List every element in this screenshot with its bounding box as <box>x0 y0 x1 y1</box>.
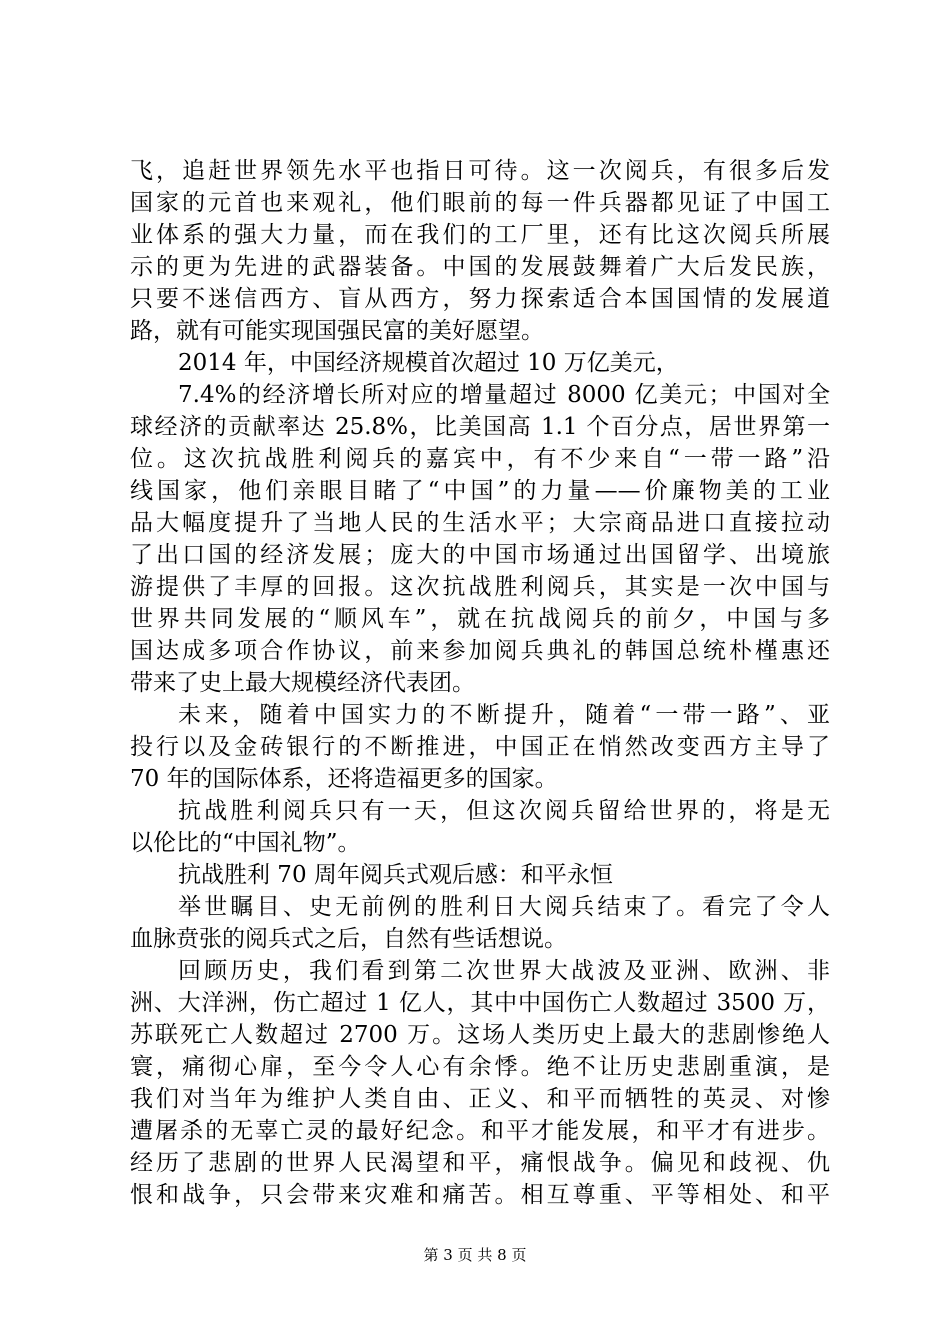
text-line: 示的更为先进的武器装备。中国的发展鼓舞着广大后发民族， <box>130 254 830 280</box>
text-line: 只要不迷信西方、盲从西方，努力探索适合本国国情的发展道 <box>130 286 830 312</box>
text-line: 线国家，他们亲眼目睹了“中国”的力量——价廉物美的工业 <box>130 478 830 504</box>
text-line: 苏联死亡人数超过 2700 万。这场人类历史上最大的悲剧惨绝人 <box>130 1022 830 1048</box>
text-line: 带来了史上最大规模经济代表团。 <box>130 670 475 696</box>
text-line: 国达成多项合作协议，前来参加阅兵典礼的韩国总统朴槿惠还 <box>130 638 830 664</box>
text-line: 位。这次抗战胜利阅兵的嘉宾中，有不少来自“一带一路”沿 <box>130 446 830 472</box>
text-line: 我们对当年为维护人类自由、正义、和平而牺牲的英灵、对惨 <box>130 1086 830 1112</box>
text-line: 未来，随着中国实力的不断提升，随着“一带一路”、亚 <box>178 702 830 728</box>
text-line: 游提供了丰厚的回报。这次抗战胜利阅兵，其实是一次中国与 <box>130 574 830 600</box>
text-line: 路，就有可能实现国强民富的美好愿望。 <box>130 318 544 344</box>
text-line: 以伦比的“中国礼物”。 <box>130 830 361 856</box>
text-line: 遭屠杀的无辜亡灵的最好纪念。和平才能发展，和平才有进步。 <box>130 1118 830 1144</box>
text-line: 世界共同发展的“顺风车”，就在抗战阅兵的前夕，中国与多 <box>130 606 830 632</box>
text-line: 70 年的国际体系，还将造福更多的国家。 <box>130 766 558 792</box>
text-line: 经历了悲剧的世界人民渴望和平，痛恨战争。偏见和歧视、仇 <box>130 1150 830 1176</box>
text-line: 投行以及金砖银行的不断推进，中国正在悄然改变西方主导了 <box>130 734 830 760</box>
text-line: 回顾历史，我们看到第二次世界大战波及亚洲、欧洲、非 <box>178 958 830 984</box>
text-line: 2014 年，中国经济规模首次超过 10 万亿美元， <box>178 350 679 376</box>
text-line: 血脉贲张的阅兵式之后，自然有些话想说。 <box>130 926 567 952</box>
text-line: 恨和战争，只会带来灾难和痛苦。相互尊重、平等相处、和平 <box>130 1182 830 1208</box>
text-line: 球经济的贡献率达 25.8%，比美国高 1.1 个百分点，居世界第一 <box>130 414 830 440</box>
text-line: 洲、大洋洲，伤亡超过 1 亿人，其中中国伤亡人数超过 3500 万， <box>130 990 830 1016</box>
page-footer: 第 3 页 共 8 页 <box>423 1246 527 1264</box>
text-line: 了出口国的经济发展；庞大的中国市场通过出国留学、出境旅 <box>130 542 830 568</box>
text-line: 7.4%的经济增长所对应的增量超过 8000 亿美元；中国对全 <box>178 382 830 408</box>
document-body <box>130 155 830 1211</box>
text-line: 飞，追赶世界领先水平也指日可待。这一次阅兵，有很多后发 <box>130 158 830 184</box>
text-line: 抗战胜利 70 周年阅兵式观后感：和平永恒 <box>178 862 613 888</box>
text-line: 品大幅度提升了当地人民的生活水平；大宗商品进口直接拉动 <box>130 510 830 536</box>
text-line: 举世瞩目、史无前例的胜利日大阅兵结束了。看完了令人 <box>178 894 830 920</box>
text-line: 国家的元首也来观礼，他们眼前的每一件兵器都见证了中国工 <box>130 190 830 216</box>
text-line: 寰，痛彻心扉，至今令人心有余悸。绝不让历史悲剧重演，是 <box>130 1054 830 1080</box>
text-line: 业体系的强大力量，而在我们的工厂里，还有比这次阅兵所展 <box>130 222 830 248</box>
text-line: 抗战胜利阅兵只有一天，但这次阅兵留给世界的，将是无 <box>178 798 830 824</box>
